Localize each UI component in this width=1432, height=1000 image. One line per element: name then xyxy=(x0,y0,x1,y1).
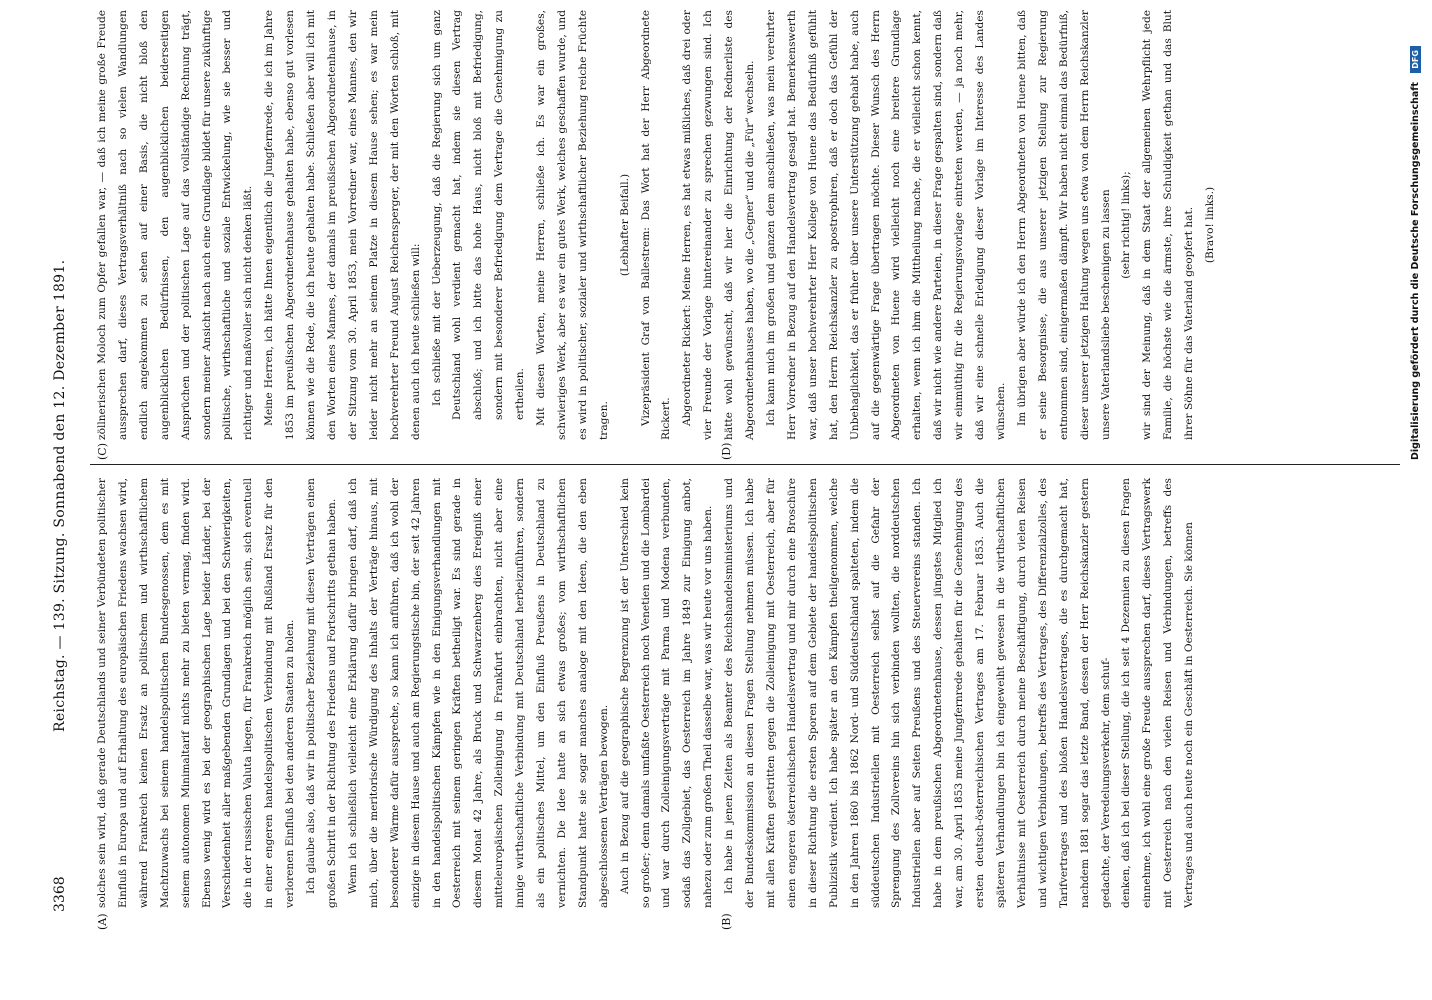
credit-text: Digitalisierung gefördert durch die Deutsche Forschungsgemeinschaft xyxy=(1410,82,1421,460)
paragraph: solches sein wird, daß gerade Deutschlands und seiner Verbündeten politischer Einfluß in Europa und auf Erhaltung des europäischen Friedens wachsen wird, während Frankreich keinen Ersatz an politischem und wirthschaftlichem Machtzuwachs bei seinem handelspolitischen Bundesgenossen, dem es mit seinem autonomen Minimaltarif nichts mehr zu bieten vermag, finden wird. Ebenso wenig wird es bei der geographischen Lage beider Länder, bei der Verschiedenheit aller maßgebenden Grundlagen und bei den Schwierigkeiten, die in der russischen Valuta liegen, für Frankreich möglich sein, sich eventuell in einer engeren handelspolitischen Verbindung mit Rußland Ersatz für den verlorenen Einfluß bei den anderen Staaten zu holen. xyxy=(96,478,297,908)
speaker-line: Vizepräsident Graf von Ballestrem: Das Wort hat der Herr Abgeordnete Rickert. xyxy=(639,10,673,440)
quotation: Ich schließe mit der Ueberzeugung, daß die Regierung sich um ganz Deutschland wohl verdient gemacht hat, indem sie diesen Vertrag abschloß; und ich bitte das hohe Haus, nicht bloß mit Befriedigung, sondern mit besonderer Befriedigung dem Vertrage die Genehmigung zu ertheilen. xyxy=(430,10,527,420)
right-column xyxy=(92,10,1402,440)
paragraph: zöllnerischen Moloch zum Opfer gefallen war, — daß ich meine große Freude aussprechen darf, dieses Vertragsverhältniß nach so vielen Wandlungen endlich angekommen zu sehen auf einer Basis, die nicht bloß den augenblicklichen Bedürfnissen, den augenblicklichen beiderseitigen Ansprüchen und der politischen Lage auf das vollständige Rechnung trägt, sondern meiner Ansicht nach auch eine Grundlage bildet für unsere zukünftige politische, wirthschaftliche und soziale Entwickelung, wie sie besser und richtiger und maßvoller sich nicht denken läßt. xyxy=(96,10,255,440)
margin-mark-a: (A) xyxy=(96,913,109,930)
paragraph: Mit diesen Worten, meine Herren, schließe ich. Es war ein großes, schwieriges Werk, aber es war ein gutes Werk, welches geschaffen wurde, und es wird in politischer, sozialer und wirthschaftlicher Beziehung reiche Früchte tragen. xyxy=(535,10,610,440)
paragraph: Auch in Bezug auf die geographische Begrenzung ist der Unterschied kein so großer; denn damals umfaßte Oesterreich noch Venetien und die Lombardei und war durch Zolleinigungsverträge mit Parma und Modena verbunden, sodaß das Zollgebiet, das Oesterreich im Jahre 1849 zur Einigung anbot, nahezu oder zum großen Theil dasselbe war, was wir heute vor uns haben. xyxy=(618,478,715,908)
paragraph: Ich habe in jenen Zeiten als Beamter des Reichshandelsministeriums und der Bundeskommission an diesen Fragen Stellung nehmen müssen. Ich habe mit allen Kräften gestritten gegen die Zolleinigung mit Oesterreich, aber für einen engeren österreichischen Handelsvertrag und mir durch eine Broschüre in dieser Richtung die ersten Sporen auf dem Gebiete der handelspolitischen Publizistik verdient. Ich habe später an den Kämpfen theilgenommen, welche in den Jahren 1860 bis 1862 Nord- und Süddeutschland spalteten, indem die süddeutschen Industriellen mit Oesterreich selbst auf die Gefahr der Sprengung des Zollvereins hin sich verbinden wollten, die norddeutschen Industriellen aber auf Seiten Preußens und des Steuervereins standen. Ich habe in dem preußischen Abgeordnetenhause, dessen jüngstes Mitglied ich war, am 30. April 1853 meine Jungfernrede gehalten für die Genehmigung des ersten deutsch-österreichischen Vertrages am 17. Februar 1853. Auch die späteren Verhandlungen bin ich eingeweiht gewesen in die wirthschaftlichen Verhältnisse mit Oesterreich durch meine Beschäftigung, durch vielen Reisen und wichtigen Verbindungen, betreffs des Vertrages, des Differenzialzolles, des Tarifvertrages und des bloßen Handelsvertrages, die es durchgemacht hat, nachdem 1881 sogar das letzte Band, dessen der Herr Reichskanzler gestern gedachte, der Veredelungsverkehr, dem schuf- xyxy=(723,478,1112,908)
applause-note: (Lebhafter Beifall.) xyxy=(618,173,631,277)
dfg-logo: DFG xyxy=(1410,46,1421,73)
paragraph: Ich glaube also, daß wir in politischer Beziehung mit diesen Verträgen einen großen Schritt in der Richtung des Friedens und Fortschritts gethan haben. xyxy=(305,478,338,908)
margin-mark-d: (D) xyxy=(720,442,733,460)
paragraph: Im übrigen aber würde ich den Herrn Abgeordneten von Huene bitten, daß er seine Besorgnisse, die aus unserer jetzigen Stellung zur Regierung entnommen sind, einigermaßen dämpft. Wir haben nicht einmal das Bedürfniß, dieser unserer jetzigen Haltung wegen uns etwa von dem Herrn Reichskanzler unsere Vaterlandsliebe bescheinigen zu lassen xyxy=(1015,10,1112,440)
column-divider xyxy=(90,464,1400,465)
interjection: (sehr richtig! links); xyxy=(1120,171,1133,279)
paragraph: Ich kann mich im großen und ganzen dem anschließen, was mein verehrter Herr Vorredner in Bezug auf den Handelsvertrag gesagt hat. Bemerkenswerth war, daß unser hochverehrter Herr Kollege von Huene das Bedürfniß gefühlt hat, den Herrn Reichskanzler zu apostrophiren, daß er doch das Gefühl der Unbehaglichkeit, das er früher über unsere Unterstützung gehabt habe, auch auf die gegenwärtige Frage übertragen möchte. Dieser Wunsch des Herrn Abgeordneten von Huene wird vielleicht noch eine breitere Grundlage erhalten, wenn ich ihm die Mittheilung mache, die er vielleicht schon kennt, daß wir nicht wie andere Parteien, in dieser Frage gespalten sind, sondern daß wir einmüthig für die Regierungsvorlage eintreten werden, — ja noch mehr, daß wir eine schnelle Erledigung dieser Vorlage im Interesse des Landes wünschen. xyxy=(765,10,1007,440)
paragraph: Meine Herren, ich hätte Ihnen eigentlich die Jungfernrede, die ich im Jahre 1853 im preußischen Abgeordnetenhause gehalten habe, ebenso gut vorlesen können wie die Rede, die ich heute gehalten habe. Schließen aber will ich mit den Worten eines Mannes, der damals im preußischen Abgeordnetenhause, in der Sitzung vom 30. April 1853, mein Vorredner war, eines Mannes, den wir leider nicht mehr an seinem Platze in diesem Hause sehen; es war mein hochverehrter Freund August Reichensperger, der mit den Worten schloß, mit denen auch ich heute schließen will: xyxy=(263,10,422,440)
page-title: Reichstag. — 139. Sitzung. Sonnabend den 12. Dezember 1891. xyxy=(52,259,68,732)
paragraph: Wenn ich schließlich vielleicht eine Erklärung dafür bringen darf, daß ich mich, über die meritorische Würdigung des Inhalts der Verträge hinaus, mit besonderer Wärme dafür ausspreche, so kann ich anführen, daß ich wohl der einzige in diesem Hause und auch am Regierungstische bin, der seit 42 Jahren in den handelspolitischen Kämpfen wie in den Einigungsverhandlungen mit Oesterreich mit seinem geringen Kräften betheiligt war. Es sind gerade in diesem Monat 42 Jahre, als Bruck und Schwarzenberg dies Ereigniß einer mitteleuropäischen Zolleinigung in Frankfurt einbrachten, nicht aber eine innige wirthschaftliche Verbindung mit Deutschland herbeizuführen, sondern als ein politisches Mittel, um den Einfluß Preußens in Deutschland zu vernichten. Die Idee hatte an sich etwas großes; vom wirthschaftlichen Standpunkt hatte sie sogar manches analoge mit den Ideen, die den eben abgeschlossenen Verträgen bewogen. xyxy=(346,478,610,908)
speaker-paragraph: Abgeordneter Rickert: Meine Herren, es hat etwas mißliches, daß drei oder vier Freunde der Vorlage hintereinander zu sprechen gezwungen sind. Ich hätte wohl gewünscht, daß wir hier die Einrichtung der Rednerliste des Abgeordnetenhauses haben, wo die „Gegner“ und die „Für“ wechseln. xyxy=(681,10,757,440)
page-number: 3368 xyxy=(52,876,68,912)
paragraph: wir sind der Meinung, daß in dem Staat der allgemeinen Wehrpflicht jede Familie, die höchste wie die ärmste, ihre Schuldigkeit gethan und das Blut ihrer Söhne für das Vaterland geopfert hat. xyxy=(1141,10,1196,440)
applause-note: (Bravo! links.) xyxy=(1204,186,1217,264)
margin-mark-b: (B) xyxy=(720,913,733,930)
digitization-credit xyxy=(1410,0,1421,460)
left-column xyxy=(92,478,1196,908)
paragraph: denken, daß ich bei dieser Stellung, die ich seit 4 Dezennien zu diesen Fragen einnehme, ich wohl eine große Freude aussprechen darf, dieses Vertragswerk mit Oesterreich nach den vielen Reisen und Verbindungen, betreffs des Vertrages und auch heute noch ein Geschäft in Oesterreich. Sie können xyxy=(1120,478,1196,908)
page-header xyxy=(52,92,76,912)
margin-mark-c: (C) xyxy=(96,443,109,460)
